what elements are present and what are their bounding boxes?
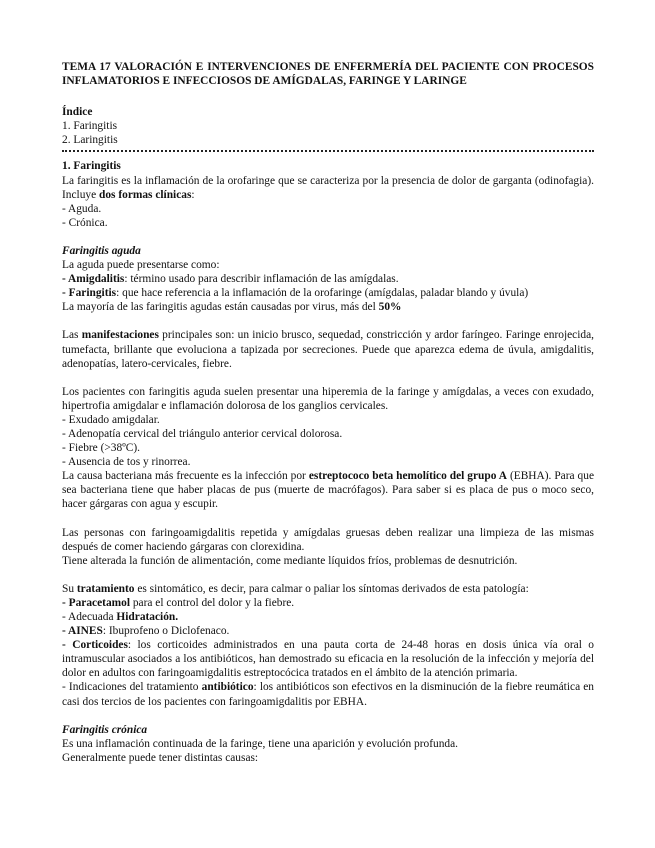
section-divider bbox=[62, 150, 594, 154]
list-item-aguda: - Aguda. bbox=[62, 202, 102, 215]
section-heading-faringitis: 1. Faringitis bbox=[62, 160, 121, 173]
list-item-faringitis: - Faringitis: que hace referencia a la inflamación de la orofaringe (amígdalas, paladar blando y úvula) bbox=[62, 287, 529, 300]
list-item-aines: - AINES: Ibuprofeno o Diclofenaco. bbox=[62, 625, 230, 638]
index-heading: Índice bbox=[62, 106, 93, 119]
index-item-laringitis: 2. Laringitis bbox=[62, 134, 118, 147]
list-item-exudado: - Exudado amigdalar. bbox=[62, 413, 160, 426]
document-title: TEMA 17 VALORACIÓN E INTERVENCIONES DE ENFERMERÍA DEL PACIENTE CON PROCESOS INFLAMATORIOS E INFECCIOSOS DE AMÍGDALAS, FARINGE Y LARINGE bbox=[62, 61, 594, 88]
list-item-paracetamol: - Paracetamol para el control del dolor y la fiebre. bbox=[62, 596, 295, 609]
virus-paragraph: La mayoría de las faringitis agudas están causadas por virus, más del 50% bbox=[62, 301, 402, 314]
subheading-faringitis-aguda: Faringitis aguda bbox=[62, 244, 141, 257]
limpieza-paragraph: Las personas con faringoamigdalitis repetida y amígdalas gruesas deben realizar una limpieza de las mismas después de comer haciendo gárgaras con clorexidina. bbox=[62, 526, 594, 553]
list-item-hidratacion: - Adecuada Hidratación. bbox=[62, 611, 179, 623]
bacteriana-paragraph: La causa bacteriana más frecuente es la infección por estreptococo beta hemolítico del grupo A (EBHA). Para que sea bacteriana tiene que haber placas de pus (muerte de macrófagos). Para saber si es placa de pus o moco seco, hacer gárgaras con agua y escupir. bbox=[62, 470, 595, 511]
list-item-corticoides: - Corticoides: los corticoides administrados en una pauta corta de 24-48 horas en dosis única vía oral o intramuscular asociados a los antibióticos, han demostrado su eficacia en la resolución de la infección y mejoría del dolor en adultos con faringoamigdalitis estreptocócica tratados en el ámbito de la atención primaria. bbox=[62, 639, 594, 680]
cronica-intro: Es una inflamación continuada de la faringe, tiene una aparición y evolución profunda. bbox=[62, 737, 458, 750]
cronica-causas: Generalmente puede tener distintas causas: bbox=[62, 751, 259, 764]
aguda-intro: La aguda puede presentarse como: bbox=[62, 259, 220, 272]
list-item-cronica: - Crónica. bbox=[62, 216, 108, 229]
manifestaciones-paragraph: Las manifestaciones principales son: un inicio brusco, sequedad, constricción y ardor faríngeo. Faringe enrojecida, tumefacta, brillante que evoluciona a tapizada por secreciones. Puede que aparezca edema de úvula, amigdalitis, adenopatías, latero-cervicales, fiebre. bbox=[62, 329, 594, 370]
hiperemia-paragraph: Los pacientes con faringitis aguda suelen presentar una hiperemia de la faringe y amígdalas, a veces con exudado, hipertrofia amigdalar e inflamación dolorosa de los ganglios cervicales. bbox=[62, 385, 594, 412]
alimentacion-paragraph: Tiene alterada la función de alimentación, come mediante líquidos fríos, problemas de desnutrición. bbox=[62, 554, 518, 567]
list-item-antibiotico: - Indicaciones del tratamiento antibiótico: los antibióticos son efectivos en la disminución de la fiebre reumática en casi dos tercios de los pacientes con faringoamigdalitis por EBHA. bbox=[62, 681, 594, 708]
index-item-faringitis: 1. Faringitis bbox=[62, 120, 118, 133]
list-item-ausencia-tos: - Ausencia de tos y rinorrea. bbox=[62, 456, 191, 469]
tratamiento-paragraph: Su tratamiento es sintomático, es decir, para calmar o paliar los síntomas derivados de esta patología: bbox=[62, 582, 529, 595]
faringitis-intro: La faringitis es la inflamación de la orofaringe que se caracteriza por la presencia de dolor de garganta (odinofagia). Incluye dos formas clínicas: bbox=[62, 174, 594, 201]
list-item-fiebre: - Fiebre (>38ºC). bbox=[62, 442, 140, 455]
document-page bbox=[62, 60, 594, 765]
list-item-adenopatia: - Adenopatía cervical del triángulo anterior cervical dolorosa. bbox=[62, 427, 343, 440]
list-item-amigdalitis: - Amigdalitis: término usado para describir inflamación de las amígdalas. bbox=[62, 273, 399, 286]
subheading-faringitis-cronica: Faringitis crónica bbox=[62, 723, 148, 736]
